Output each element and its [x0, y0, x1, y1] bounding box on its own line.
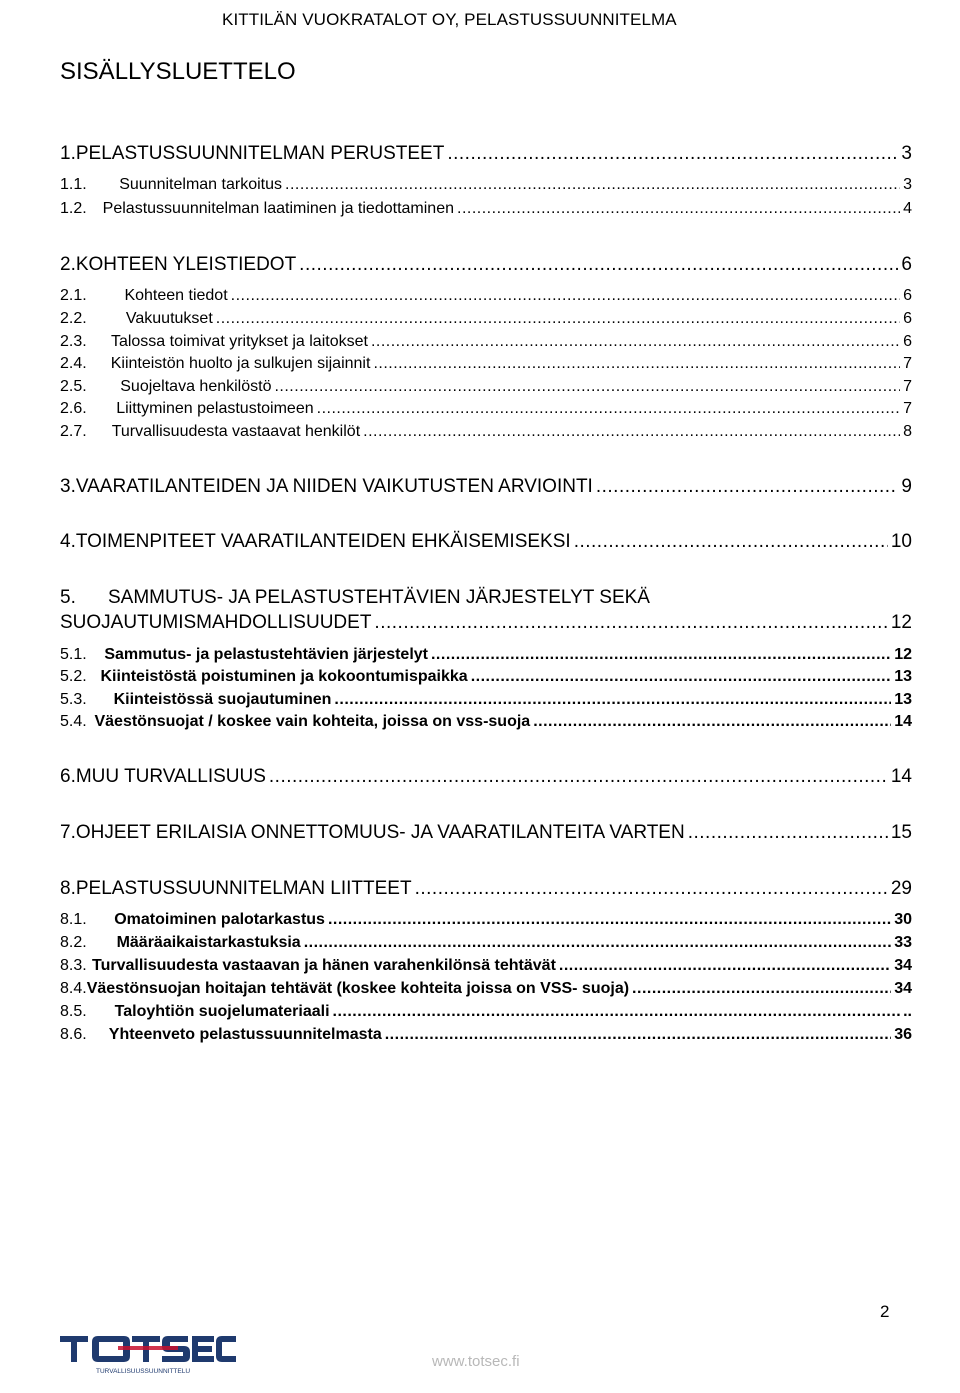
toc-entry-number: 8.1.: [60, 911, 87, 928]
toc-entry-title: Väestönsuojat / koskee vain kohteita, joissa on vss-suoja: [94, 713, 531, 730]
toc-entry[interactable]: [60, 310, 912, 328]
toc-entry-number: 3.: [60, 476, 76, 497]
toc-entry[interactable]: [60, 934, 912, 952]
toc-entry-page: 14: [890, 766, 912, 787]
toc-entry-number: 5.1.: [60, 646, 87, 663]
toc-entry[interactable]: [60, 143, 912, 165]
toc-entry[interactable]: [60, 200, 912, 218]
toc-entry-title: Talossa toimivat yritykset ja laitokset: [110, 333, 368, 350]
toc-entry[interactable]: [60, 691, 912, 709]
toc-entry-number: 2.1.: [60, 287, 87, 304]
toc-leader-dots: [533, 713, 891, 731]
toc-entry-number: 5.2.: [60, 668, 87, 685]
toc-entry-number: 2.: [60, 254, 76, 275]
page-number: 2: [880, 1302, 890, 1321]
toc-leader-dots: [471, 668, 892, 686]
toc-entry-page: 7: [903, 355, 912, 372]
toc-entry[interactable]: [60, 980, 912, 998]
toc-entry-title: Taloyhtiön suojelumateriaali: [114, 1003, 330, 1020]
totsec-logo: [58, 1328, 238, 1376]
toc-leader-dots: [299, 254, 898, 276]
toc-entry-title: VAARATILANTEIDEN JA NIIDEN VAIKUTUSTEN ARVIOINTI: [75, 476, 593, 497]
toc-entry-number: 1.: [60, 143, 76, 164]
toc-entry[interactable]: [60, 646, 912, 664]
toc-entry-title: Väestönsuojan hoitajan tehtävät (koskee kohteita joissa on VSS- suoja): [86, 980, 630, 997]
toc-entry-title: Määräaikaistarkastuksia: [116, 934, 301, 951]
toc-entry-title: Kiinteistössä suojautuminen: [113, 691, 332, 708]
toc-entry-title: PELASTUSSUUNNITELMAN LIITTEET: [75, 878, 412, 899]
toc-entry-number: 2.5.: [60, 378, 87, 395]
toc-entry-number: 5.4.: [60, 713, 87, 730]
toc-entry-title: Pelastussuunnitelman laatiminen ja tiedottaminen: [102, 200, 454, 217]
toc-entry-title: Turvallisuudesta vastaavat henkilöt: [111, 423, 361, 440]
toc-leader-dots: [457, 200, 900, 218]
toc-entry-page: 34: [894, 980, 912, 997]
toc-leader-dots: [304, 934, 892, 952]
toc-heading: SISÄLLYSLUETTELO: [60, 58, 296, 85]
toc-entry-title: Suunnitelman tarkoitus: [119, 176, 282, 193]
toc-entry[interactable]: [60, 531, 912, 553]
toc-entry-page: 8: [903, 423, 912, 440]
toc-entry-page: 10: [890, 531, 912, 552]
toc-leader-dots: [596, 476, 899, 498]
toc-entry-page: 13: [894, 668, 912, 685]
toc-entry-page: 29: [890, 878, 912, 899]
toc-entry-number: 8.3.: [60, 957, 87, 974]
toc-entry-title: Vakuutukset: [125, 310, 213, 327]
toc-entry-title: Kohteen tiedot: [124, 287, 228, 304]
toc-entry-wrapped-line[interactable]: [60, 587, 650, 609]
toc-entry[interactable]: [60, 400, 912, 418]
toc-leader-dots: [216, 310, 900, 328]
toc-entry-number: 6.: [60, 766, 76, 787]
toc-entry[interactable]: [60, 378, 912, 396]
toc-entry[interactable]: [60, 176, 912, 194]
toc-entry-page: 12: [894, 646, 912, 663]
toc-entry-number: 8.2.: [60, 934, 87, 951]
toc-entry-page: 6: [901, 254, 912, 275]
toc-entry-page: 15: [890, 822, 912, 843]
toc-entry-number: 5.: [60, 587, 76, 608]
toc-entry[interactable]: [60, 287, 912, 305]
toc-entry-title: Turvallisuudesta vastaavan ja hänen varahenkilönsä tehtävät: [92, 957, 556, 974]
toc-entry[interactable]: [60, 254, 912, 276]
toc-entry-title: Kiinteistöstä poistuminen ja kokoontumispaikka: [100, 668, 468, 685]
toc-entry-number: 8.: [60, 878, 76, 899]
toc-entry-number: 2.3.: [60, 333, 87, 350]
toc-entry-page: 6: [903, 333, 912, 350]
toc-entry-number: 2.4.: [60, 355, 87, 372]
toc-entry-page: ..: [903, 1003, 912, 1020]
toc-leader-dots: [317, 400, 900, 418]
toc-entry-number: 1.1.: [60, 176, 87, 193]
toc-leader-dots: [231, 287, 900, 305]
toc-entry-page: 34: [894, 957, 912, 974]
toc-leader-dots: [334, 691, 891, 709]
toc-entry[interactable]: [60, 878, 912, 900]
toc-entry[interactable]: [60, 668, 912, 686]
toc-entry-page: 36: [894, 1026, 912, 1043]
toc-entry[interactable]: [60, 911, 912, 929]
toc-entry-number: 4.: [60, 531, 76, 552]
toc-entry-page: 30: [894, 911, 912, 928]
toc-entry[interactable]: [60, 1003, 912, 1021]
toc-entry-title: Liittyminen pelastustoimeen: [116, 400, 314, 417]
toc-entry-title: TOIMENPITEET VAARATILANTEIDEN EHKÄISEMISEKSI: [75, 531, 571, 552]
toc-entry[interactable]: [60, 612, 912, 634]
toc-entry-number: 8.4.: [60, 980, 87, 997]
toc-entry-number: 2.2.: [60, 310, 87, 327]
toc-entry-title: OHJEET ERILAISIA ONNETTOMUUS- JA VAARATILANTEITA VARTEN: [75, 822, 685, 843]
toc-entry-page: 6: [903, 310, 912, 327]
toc-entry-title: PELASTUSSUUNNITELMAN PERUSTEET: [75, 143, 445, 164]
toc-leader-dots: [431, 646, 891, 664]
toc-entry-page: 3: [901, 143, 912, 164]
toc-entry-title: Omatoiminen palotarkastus: [114, 911, 325, 928]
totsec-logo-tagline: TURVALLISUUSSUUNNITTELU: [96, 1368, 191, 1375]
toc-leader-dots: [447, 143, 898, 165]
toc-entry[interactable]: [60, 766, 912, 788]
toc-entry-page: 33: [894, 934, 912, 951]
toc-leader-dots: [688, 822, 888, 844]
toc-entry[interactable]: [60, 713, 912, 731]
toc-entry-number: 8.6.: [60, 1026, 87, 1043]
toc-entry-page: 7: [903, 400, 912, 417]
totsec-logo-accent: [118, 1346, 178, 1350]
toc-leader-dots: [371, 333, 900, 351]
toc-entry[interactable]: [60, 822, 912, 844]
toc-entry-title-line1: SAMMUTUS- JA PELASTUSTEHTÄVIEN JÄRJESTELYT SEKÄ: [108, 587, 650, 608]
toc-leader-dots: [385, 1026, 891, 1044]
toc-leader-dots: [374, 612, 887, 634]
toc-entry[interactable]: [60, 333, 912, 351]
toc-entry-page: 3: [903, 176, 912, 193]
page-header: KITTILÄN VUOKRATALOT OY, PELASTUSSUUNNITELMA: [222, 10, 677, 29]
toc-leader-dots: [373, 355, 900, 373]
toc-entry-page: 4: [903, 200, 912, 217]
footer-url[interactable]: www.totsec.fi: [432, 1353, 520, 1370]
toc-leader-dots: [574, 531, 888, 553]
toc-leader-dots: [274, 378, 900, 396]
toc-entry-page: 6: [903, 287, 912, 304]
toc-entry[interactable]: [60, 1026, 912, 1044]
toc-entry-title: Yhteenveto pelastussuunnitelmasta: [108, 1026, 382, 1043]
toc-entry[interactable]: [60, 423, 912, 441]
toc-entry-title: KOHTEEN YLEISTIEDOT: [75, 254, 297, 275]
toc-leader-dots: [559, 957, 891, 975]
toc-leader-dots: [632, 980, 891, 998]
toc-entry-number: 7.: [60, 822, 76, 843]
toc-entry-page: 7: [903, 378, 912, 395]
toc-leader-dots: [269, 766, 888, 788]
toc-entry-number: 2.6.: [60, 400, 87, 417]
toc-entry-page: 12: [890, 612, 912, 633]
toc-entry-number: 8.5.: [60, 1003, 87, 1020]
toc-entry-number: 1.2.: [60, 200, 87, 217]
toc-entry-title: Suojeltava henkilöstö: [120, 378, 272, 395]
toc-leader-dots: [415, 878, 888, 900]
toc-entry-title: MUU TURVALLISUUS: [75, 766, 266, 787]
toc-entry[interactable]: [60, 957, 912, 975]
toc-entry-page: 13: [894, 691, 912, 708]
toc-entry-number: 5.3.: [60, 691, 87, 708]
toc-entry-page: 14: [894, 713, 912, 730]
toc-entry[interactable]: [60, 355, 912, 373]
toc-entry-title: SUOJAUTUMISMAHDOLLISUUDET: [60, 612, 372, 633]
toc-entry-number: 2.7.: [60, 423, 87, 440]
toc-leader-dots: [328, 911, 891, 929]
toc-entry-page: 9: [901, 476, 912, 497]
toc-leader-dots: [333, 1003, 901, 1021]
toc-leader-dots: [285, 176, 900, 194]
toc-leader-dots: [363, 423, 900, 441]
toc-entry[interactable]: [60, 476, 912, 498]
toc-entry-title: Kiinteistön huolto ja sulkujen sijainnit: [110, 355, 371, 372]
toc-entry-title: Sammutus- ja pelastustehtävien järjestelyt: [104, 646, 428, 663]
